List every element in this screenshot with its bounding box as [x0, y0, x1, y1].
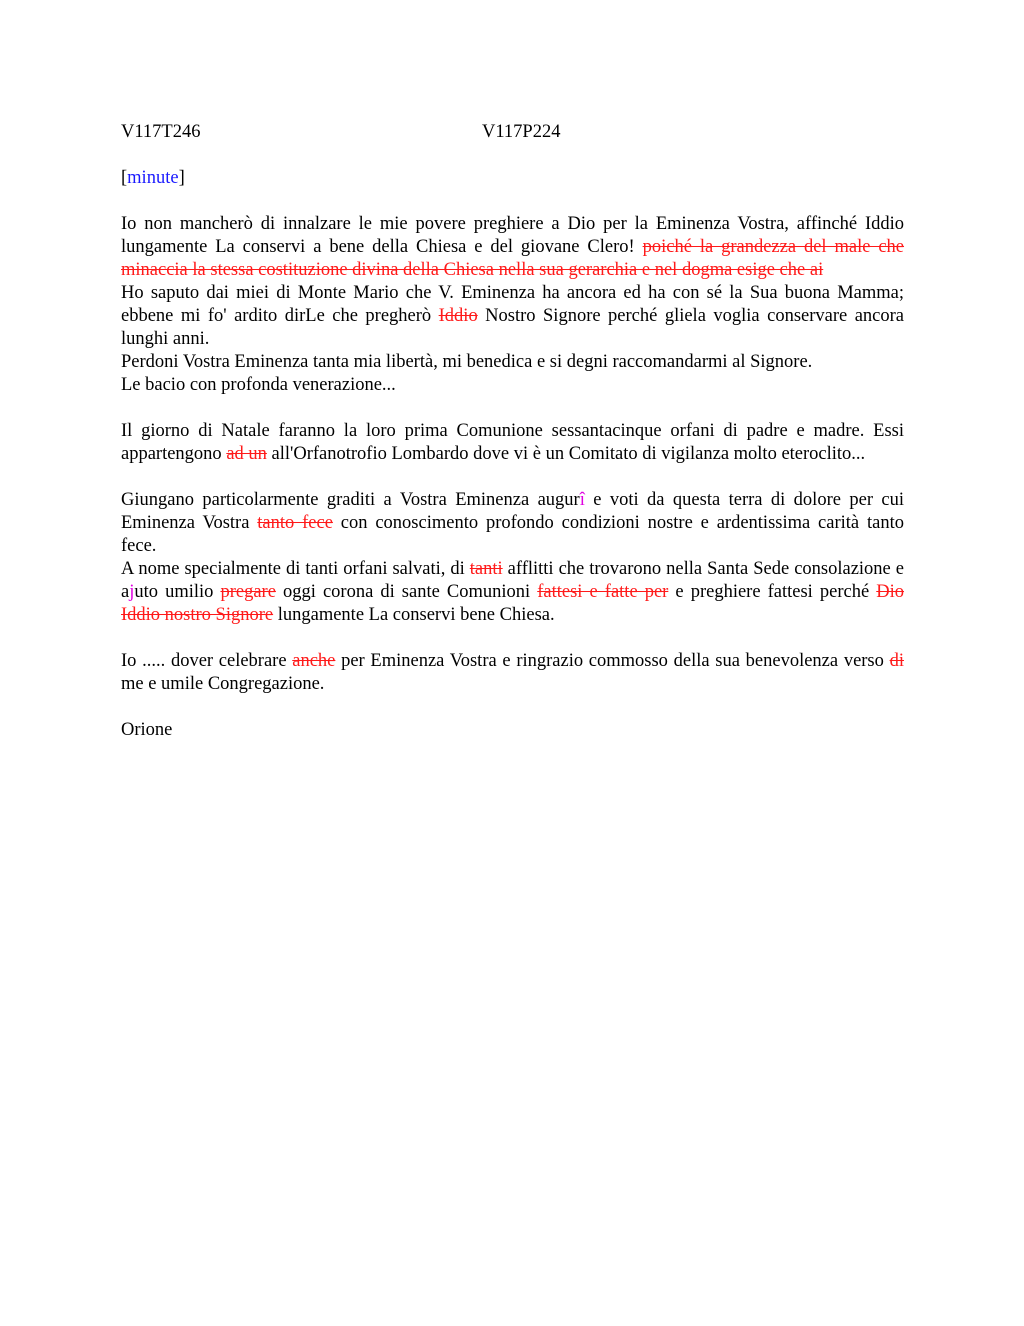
- letter-text: Nostro Signore perché gliela voglia conservare ancora lunghi anni.: [121, 306, 904, 349]
- deleted-text: Iddio: [438, 306, 478, 326]
- letter-text: e voti da questa terra di dolore per cui Eminenza Vostra: [121, 490, 904, 533]
- deleted-text: tanti: [469, 559, 503, 579]
- signature: Orione: [121, 720, 173, 740]
- deleted-text: Dio Iddio nostro Signore: [121, 582, 904, 625]
- letter-text: Perdoni Vostra Eminenza tanta mia libertà, mi benedica e si degni raccomandarmi al Signore.: [121, 352, 813, 372]
- letter-paragraph-2: [121, 420, 904, 466]
- letter-text: lungamente La conservi bene Chiesa.: [273, 605, 555, 625]
- letter-paragraph-1: [121, 213, 904, 397]
- deleted-text: tanto fece: [257, 513, 333, 533]
- deleted-text: poiché la grandezza del male che minaccia la stessa costituzione divina della Chiesa nella sua gerarchia e nel dogma esige che ai: [121, 237, 905, 280]
- spacer: [121, 190, 904, 213]
- letter-paragraph-4: [121, 650, 904, 696]
- deleted-text: pregare: [220, 582, 276, 602]
- letter-paragraph-3: [121, 489, 904, 627]
- letter-text: Ho saputo dai miei di Monte Mario che V. Eminenza ha ancora ed ha con sé la Sua buona Mamma; ebbene mi fo' ardito dirLe che pregherò: [121, 283, 904, 326]
- spacer: [121, 466, 904, 489]
- deleted-text: fattesi e fatte per: [537, 582, 669, 602]
- volume-text-code: V117T246: [121, 122, 201, 142]
- header-line: [121, 121, 904, 144]
- spacer: [121, 627, 904, 650]
- inserted-text: î: [579, 490, 585, 510]
- note-close-bracket: ]: [178, 168, 185, 188]
- letter-text: Le bacio con profonda venerazione...: [121, 375, 396, 395]
- letter-text: Io ..... dover celebrare: [121, 651, 293, 671]
- letter-text: con conoscimento profondo condizioni nostre e ardentissima carità tanto fece.: [121, 513, 904, 556]
- letter-text: all'Orfanotrofio Lombardo dove vi è un Comitato di vigilanza molto eteroclito...: [266, 444, 866, 464]
- letter-text: Il giorno di Natale faranno la loro prima Comunione sessantacinque orfani di padre e madre. Essi appartengono: [121, 421, 904, 464]
- volume-page-code: V117P224: [482, 122, 561, 142]
- letter-text: uto umilio: [134, 582, 221, 602]
- inserted-text: j: [129, 582, 135, 602]
- letter-text: Giungano particolarmente graditi a Vostra Eminenza augur: [121, 490, 580, 510]
- editorial-note: [121, 167, 904, 190]
- letter-text: per Eminenza Vostra e ringrazio commosso della sua benevolenza verso: [335, 651, 890, 671]
- letter-text: afflitti che trovarono nella Santa Sede consolazione e a: [121, 559, 904, 602]
- document-body: [121, 121, 904, 742]
- deleted-text: anche: [292, 651, 336, 671]
- letter-text: me e umile Congregazione.: [121, 674, 325, 694]
- deleted-text: ad un: [226, 444, 267, 464]
- letter-text: Io non mancherò di innalzare le mie povere preghiere a Dio per la Eminenza Vostra, affinché Iddio lungamente La conservi a bene della Chiesa e del giovane Clero!: [121, 214, 904, 257]
- spacer: [121, 696, 904, 719]
- note-word: minute: [127, 168, 179, 188]
- letter-text: e preghiere fattesi perché: [668, 582, 877, 602]
- note-open-bracket: [: [121, 168, 128, 188]
- letter-text: A nome specialmente di tanti orfani salvati, di: [121, 559, 470, 579]
- deleted-text: di: [889, 651, 904, 671]
- spacer: [121, 397, 904, 420]
- letter-text: oggi corona di sante Comunioni: [275, 582, 538, 602]
